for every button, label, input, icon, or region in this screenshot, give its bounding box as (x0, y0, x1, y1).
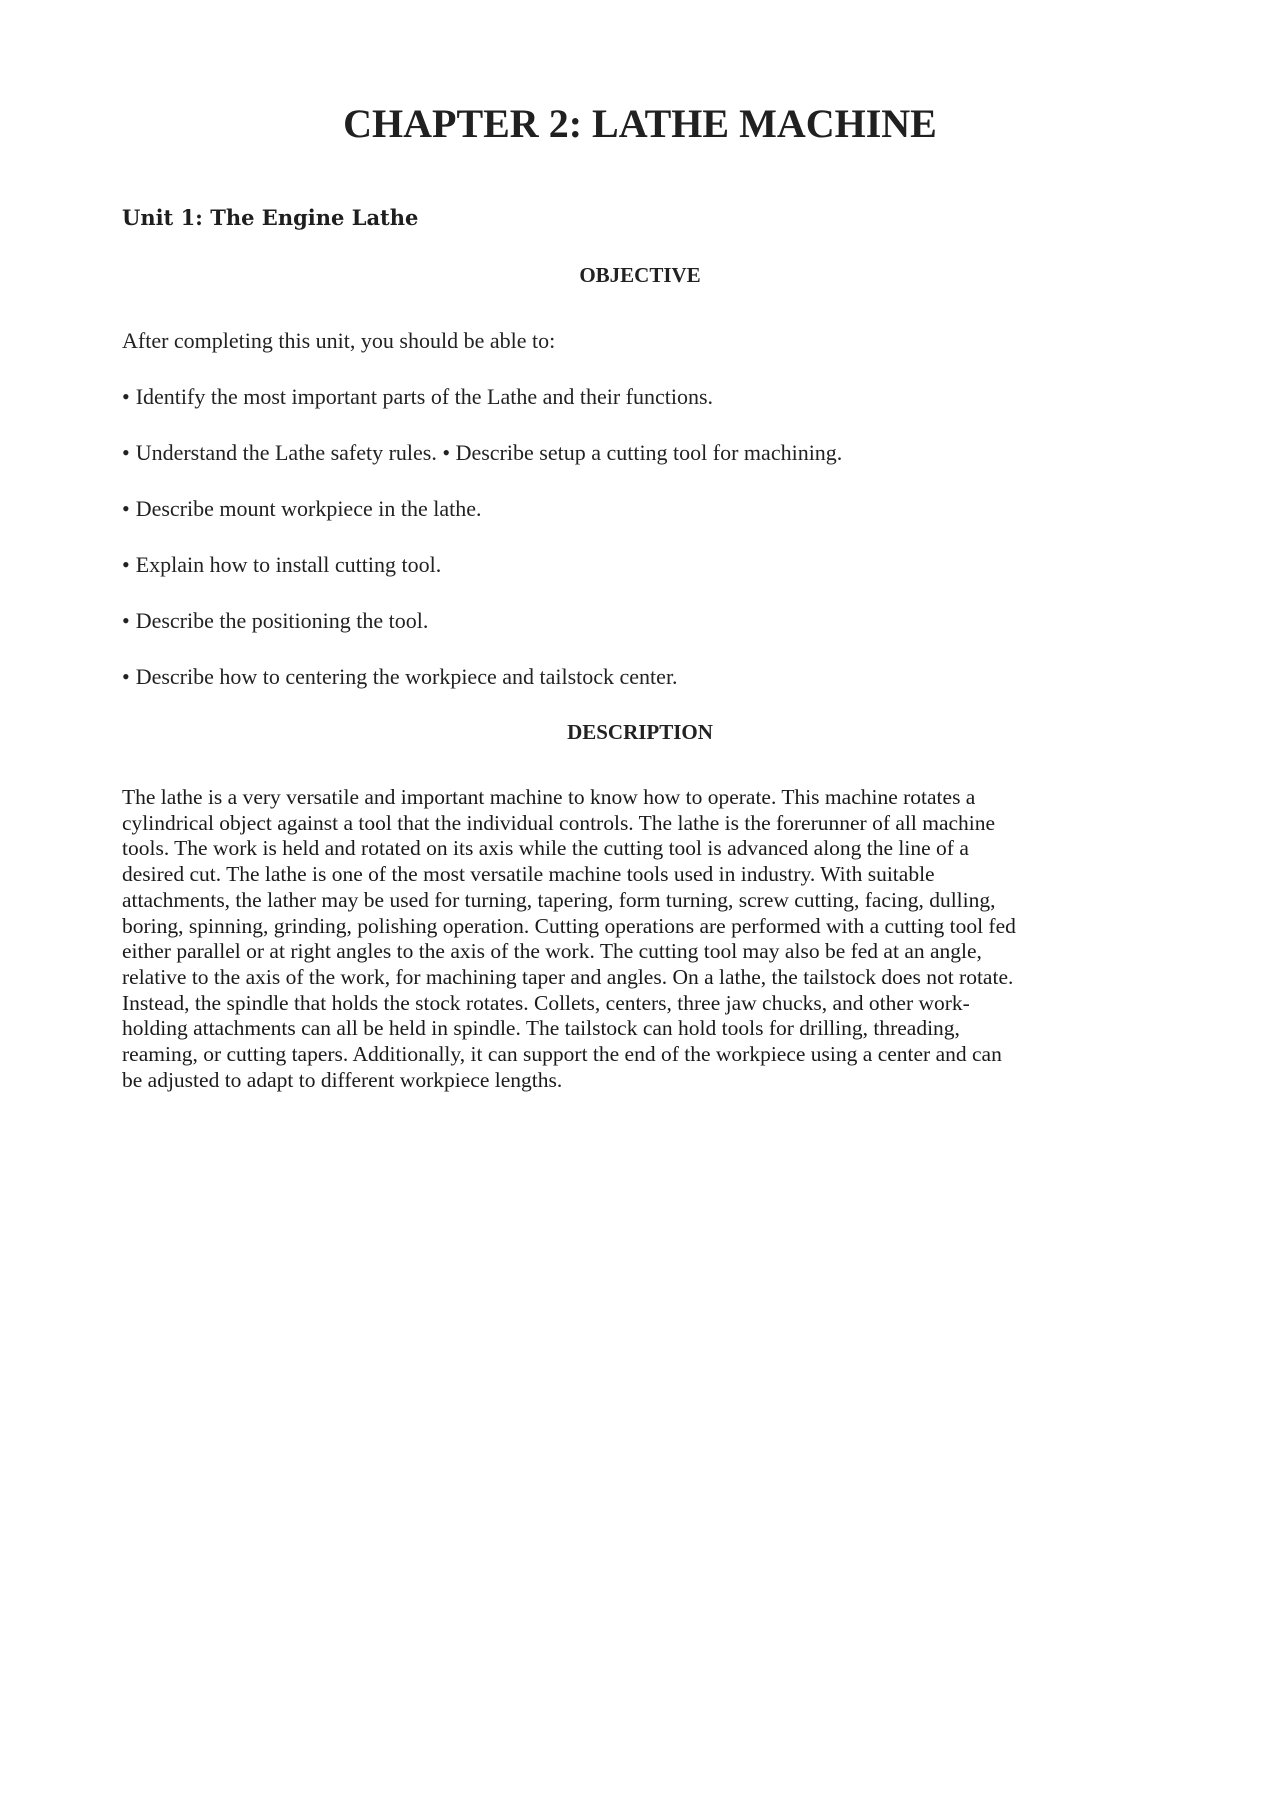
description-line: tools. The work is held and rotated on its axis while the cutting tool is advanced along the line of a (122, 836, 969, 861)
description-line: cylindrical object against a tool that the individual controls. The lathe is the forerunner of all machine (122, 810, 996, 835)
bullet-icon: • (122, 664, 130, 689)
objective-item (122, 608, 842, 664)
bullet-icon: • (122, 440, 130, 465)
description-line: boring, spinning, grinding, polishing operation. Cutting operations are performed with a cutting tool fed (122, 913, 1016, 938)
objective-heading: OBJECTIVE (579, 263, 701, 287)
objective-item-text: Identify the most important parts of the Lathe and their functions. (135, 384, 714, 409)
bullet-icon: • (122, 496, 130, 521)
objective-item (122, 384, 842, 440)
objective-item (122, 664, 842, 720)
description-heading: DESCRIPTION (567, 720, 713, 744)
objective-item-text: Understand the Lathe safety rules. • Describe setup a cutting tool for machining. (135, 440, 843, 465)
objective-item-text: Describe the positioning the tool. (135, 608, 429, 633)
objective-item-text: Describe mount workpiece in the lathe. (135, 496, 482, 521)
description-line: Instead, the spindle that holds the stock rotates. Collets, centers, three jaw chucks, and other work- (122, 990, 970, 1015)
objective-list (122, 384, 842, 720)
intro-text: After completing this unit, you should be able to: (122, 328, 556, 353)
unit-title: Unit 1: The Engine Lathe (122, 205, 419, 230)
bullet-icon: • (122, 552, 130, 577)
objective-item-text: Describe how to centering the workpiece and tailstock center. (135, 664, 678, 689)
description-paragraph (122, 785, 1162, 1093)
description-line: The lathe is a very versatile and important machine to know how to operate. This machine rotates a (122, 785, 976, 809)
description-line: holding attachments can all be held in spindle. The tailstock can hold tools for drilling, threading, (122, 1016, 960, 1041)
bullet-icon: • (122, 608, 130, 633)
description-line: either parallel or at right angles to the axis of the work. The cutting tool may also be fed at an angle, (122, 939, 982, 964)
description-line: attachments, the lather may be used for turning, tapering, form turning, screw cutting, facing, dulling, (122, 887, 996, 912)
chapter-title: CHAPTER 2: LATHE MACHINE (343, 101, 937, 146)
description-line: be adjusted to adapt to different workpiece lengths. (122, 1067, 563, 1092)
objective-item (122, 552, 842, 608)
objective-item (122, 440, 842, 496)
objective-item-text: Explain how to install cutting tool. (135, 552, 442, 577)
description-line: desired cut. The lathe is one of the most versatile machine tools used in industry. With suitable (122, 862, 935, 887)
description-line: reaming, or cutting tapers. Additionally, it can support the end of the workpiece using a center and can (122, 1042, 1002, 1067)
objective-item (122, 496, 842, 552)
bullet-icon: • (122, 384, 130, 409)
description-line: relative to the axis of the work, for machining taper and angles. On a lathe, the tailstock does not rotate. (122, 964, 1014, 989)
